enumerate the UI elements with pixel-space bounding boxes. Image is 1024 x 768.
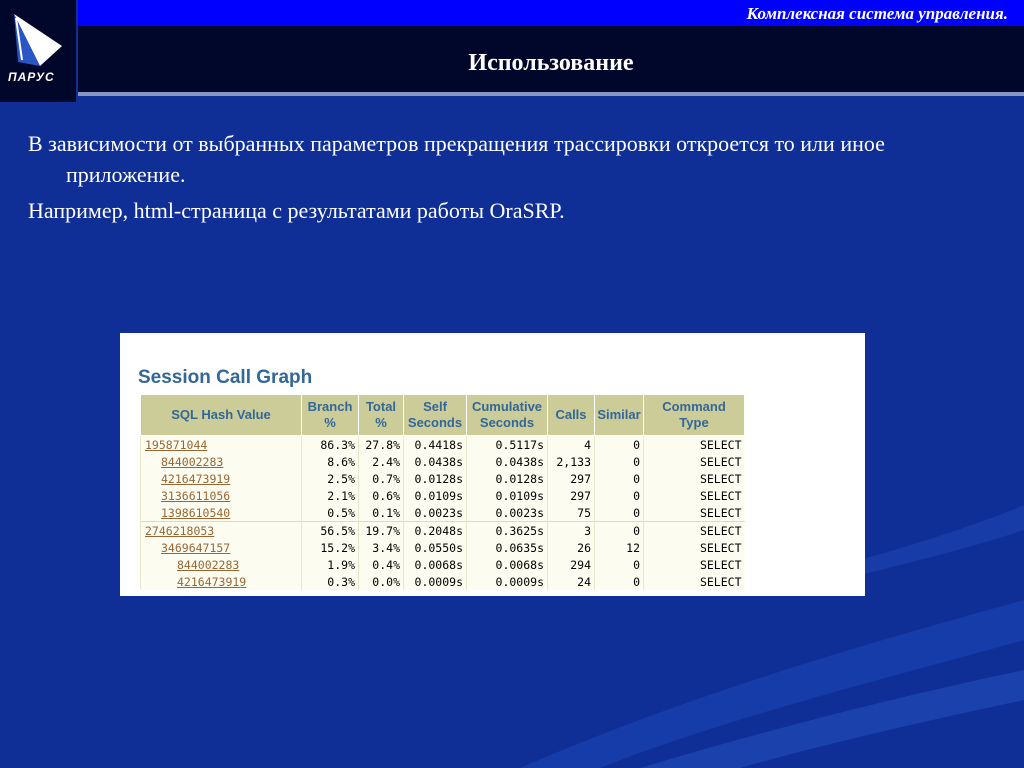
- table-row: [141, 470, 745, 487]
- total-cell: 0.4%: [359, 556, 404, 573]
- calls-cell: 75: [548, 504, 595, 522]
- self-cell: 0.0438s: [404, 453, 467, 470]
- command-cell: SELECT: [644, 573, 745, 590]
- branch-cell: 2.5%: [302, 470, 359, 487]
- paragraph-1: В зависимости от выбранных параметров прекращения трассировки откроется то или иное приложение.: [28, 131, 885, 187]
- col-total: Total %: [359, 395, 404, 436]
- col-calls: Calls: [548, 395, 595, 436]
- cumulative-cell: 0.0128s: [467, 470, 548, 487]
- hash-cell: [141, 453, 302, 470]
- hash-cell: [141, 573, 302, 590]
- table-row: [141, 504, 745, 522]
- hash-cell: [141, 487, 302, 504]
- hash-cell: [141, 470, 302, 487]
- calls-cell: 294: [548, 556, 595, 573]
- table-row: [141, 556, 745, 573]
- command-cell: SELECT: [644, 487, 745, 504]
- hash-cell: [141, 556, 302, 573]
- hash-cell: [141, 436, 302, 454]
- hash-cell: [141, 522, 302, 540]
- hash-cell: [141, 539, 302, 556]
- similar-cell: 0: [595, 436, 644, 454]
- self-cell: 0.0023s: [404, 504, 467, 522]
- self-cell: 0.0068s: [404, 556, 467, 573]
- branch-cell: 15.2%: [302, 539, 359, 556]
- slide-title: Использование: [468, 50, 634, 76]
- sql-hash-link[interactable]: 4216473919: [161, 471, 231, 486]
- command-cell: SELECT: [644, 470, 745, 487]
- table-row: [141, 522, 745, 540]
- body-text: [28, 128, 988, 231]
- cumulative-cell: 0.3625s: [467, 522, 548, 540]
- self-cell: 0.2048s: [404, 522, 467, 540]
- company-name: Комплексная система управления.: [746, 4, 1008, 23]
- table-body: [141, 436, 745, 591]
- paragraph-2: Например, html-страница с результатами работы OraSRP.: [28, 198, 565, 223]
- self-cell: 0.4418s: [404, 436, 467, 454]
- col-self: Self Seconds: [404, 395, 467, 436]
- logo-text: ПАРУС: [8, 70, 55, 84]
- col-similar: Similar: [595, 395, 644, 436]
- command-cell: SELECT: [644, 504, 745, 522]
- total-cell: 3.4%: [359, 539, 404, 556]
- col-cumulative: Cumulative Seconds: [467, 395, 548, 436]
- calls-cell: 297: [548, 487, 595, 504]
- logo: [0, 0, 76, 102]
- command-cell: SELECT: [644, 556, 745, 573]
- similar-cell: 0: [595, 453, 644, 470]
- self-cell: 0.0009s: [404, 573, 467, 590]
- branch-cell: 8.6%: [302, 453, 359, 470]
- total-cell: 0.7%: [359, 470, 404, 487]
- cumulative-cell: 0.0068s: [467, 556, 548, 573]
- table-row: [141, 573, 745, 590]
- cumulative-cell: 0.0635s: [467, 539, 548, 556]
- similar-cell: 0: [595, 556, 644, 573]
- command-cell: SELECT: [644, 539, 745, 556]
- branch-cell: 0.3%: [302, 573, 359, 590]
- orasrp-screenshot: [120, 333, 865, 596]
- branch-cell: 56.5%: [302, 522, 359, 540]
- self-cell: 0.0109s: [404, 487, 467, 504]
- total-cell: 0.6%: [359, 487, 404, 504]
- table-row: [141, 539, 745, 556]
- branch-cell: 0.5%: [302, 504, 359, 522]
- call-graph-table: [140, 394, 745, 590]
- similar-cell: 0: [595, 470, 644, 487]
- top-bar: [78, 0, 1024, 26]
- table-row: [141, 453, 745, 470]
- total-cell: 0.1%: [359, 504, 404, 522]
- header-divider: [78, 92, 1024, 96]
- hash-cell: [141, 504, 302, 522]
- branch-cell: 2.1%: [302, 487, 359, 504]
- col-sql-hash: SQL Hash Value: [141, 395, 302, 436]
- total-cell: 0.0%: [359, 573, 404, 590]
- table-header-row: [141, 395, 745, 436]
- sql-hash-link[interactable]: 4216473919: [177, 574, 247, 589]
- branch-cell: 86.3%: [302, 436, 359, 454]
- sql-hash-link[interactable]: 3136611056: [161, 488, 231, 503]
- cumulative-cell: 0.0009s: [467, 573, 548, 590]
- similar-cell: 0: [595, 504, 644, 522]
- similar-cell: 0: [595, 487, 644, 504]
- command-cell: SELECT: [644, 522, 745, 540]
- total-cell: 27.8%: [359, 436, 404, 454]
- similar-cell: 12: [595, 539, 644, 556]
- table-row: [141, 436, 745, 454]
- cumulative-cell: 0.0438s: [467, 453, 548, 470]
- self-cell: 0.0550s: [404, 539, 467, 556]
- command-cell: SELECT: [644, 453, 745, 470]
- sql-hash-link[interactable]: 1398610540: [161, 505, 231, 520]
- col-branch: Branch %: [302, 395, 359, 436]
- calls-cell: 24: [548, 573, 595, 590]
- calls-cell: 2,133: [548, 453, 595, 470]
- cumulative-cell: 0.0023s: [467, 504, 548, 522]
- calls-cell: 297: [548, 470, 595, 487]
- sql-hash-link[interactable]: 844002283: [161, 454, 224, 469]
- col-command: Command Type: [644, 395, 745, 436]
- total-cell: 19.7%: [359, 522, 404, 540]
- branch-cell: 1.9%: [302, 556, 359, 573]
- total-cell: 2.4%: [359, 453, 404, 470]
- sql-hash-link[interactable]: 3469647157: [161, 540, 231, 555]
- cumulative-cell: 0.5117s: [467, 436, 548, 454]
- sql-hash-link[interactable]: 195871044: [145, 437, 208, 452]
- similar-cell: 0: [595, 573, 644, 590]
- table-row: [141, 487, 745, 504]
- calls-cell: 26: [548, 539, 595, 556]
- session-call-graph-title: Session Call Graph: [138, 367, 313, 388]
- sail-logo-icon: [0, 0, 76, 102]
- calls-cell: 3: [548, 522, 595, 540]
- cumulative-cell: 0.0109s: [467, 487, 548, 504]
- command-cell: SELECT: [644, 436, 745, 454]
- sql-hash-link[interactable]: 2746218053: [145, 523, 215, 538]
- sql-hash-link[interactable]: 844002283: [177, 557, 240, 572]
- self-cell: 0.0128s: [404, 470, 467, 487]
- calls-cell: 4: [548, 436, 595, 454]
- similar-cell: 0: [595, 522, 644, 540]
